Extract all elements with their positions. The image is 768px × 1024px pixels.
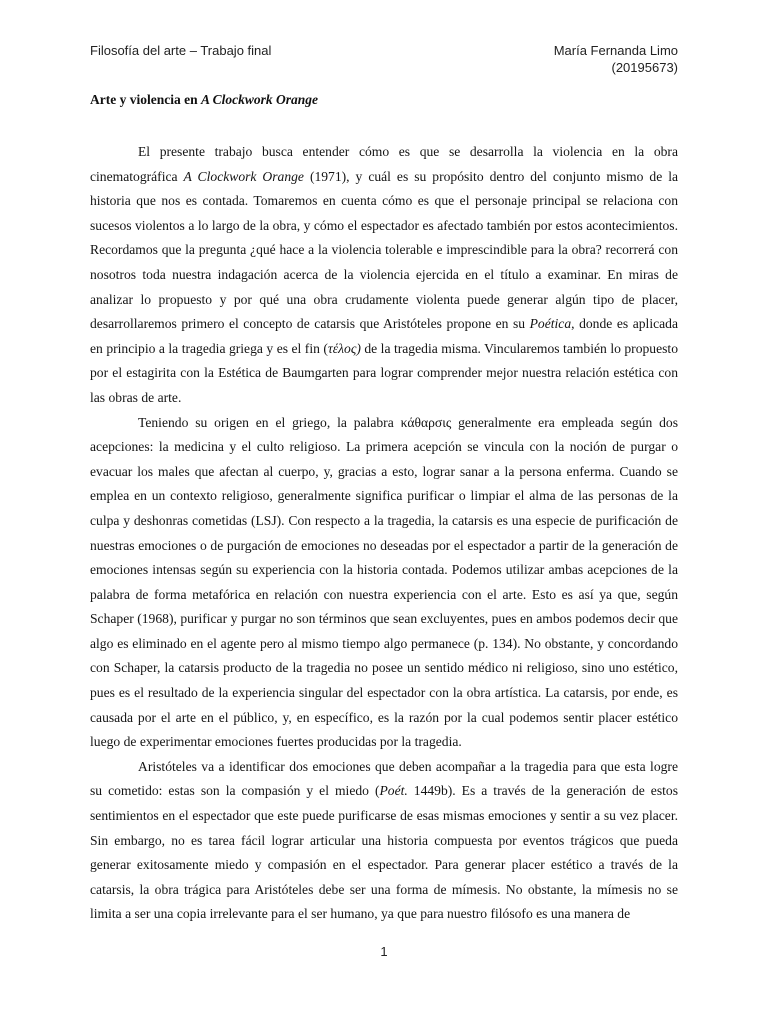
page-number: 1: [380, 944, 388, 959]
p1-text-a: El presente trabajo busca entender cómo es que se desarrolla la violencia en la obra cinematográfica: [90, 144, 678, 184]
header-student-code: (20195673): [611, 60, 678, 75]
p1-film-title: A Clockwork Orange: [183, 168, 304, 184]
paragraph-3: [90, 755, 678, 927]
paragraph-2: [90, 411, 678, 755]
paragraph-1: [90, 140, 678, 411]
p2-text-b: generalmente era empleada según dos acepciones: la medicina y el culto religioso. La primera acepción se vincula con la noción de purgar o evacuar los males que afectan al cuerpo, y, gracias a esto, lograr sanar a la persona enferma. Cuando se emplea en un contexto religioso, generalmente significa purificar o limpiar el alma de las personas de la culpa y deshonras cometidas (LSJ). Con respecto a la tragedia, la catarsis es una especie de purificación de nuestras emociones o de purgación de emociones no deseadas por el espectador a partir de la generación de emociones intensas según su experiencia con la historia contada. Podemos utilizar ambas acepciones de la palabra de forma metafórica en relación con nuestra experiencia con el arte. Esto es así ya que, según Schaper (1968), purificar y purgar no son términos que sean excluyentes, pues en ambos podemos decir que algo es eliminado en el agente pero al mismo tiempo algo permanece (p. 134). No obstante, y concordando con Schaper, la catarsis producto de la tragedia no posee un sentido médico ni religioso, sino uno estético, pues es el resultado de la experiencia singular del espectador con la obra artística. La catarsis, por ende, es causada por el arte en el público, y, en específico, es la razón por la cual podemos sentir placer estético luego de experimentar emociones fuertes producidas por la tragedia.: [90, 414, 678, 750]
p1-text-b: (1971), y cuál es su propósito dentro del conjunto mismo de la historia que nos es contada. Tomaremos en cuenta cómo es que el personaje principal se relaciona con sucesos violentos a lo largo de la obra, y cómo el espectador es afectado también por estos acontecimientos. Recordamos que la pregunta ¿qué hace a la violencia tolerable e imprescindible para la obra? recorrerá con nosotros toda nuestra indagación acerca de la violencia ejercida en el título a examinar. En miras de analizar lo propuesto y por qué una obra crudamente violenta puede generar algún tipo de placer, desarrollaremos primero el concepto de catarsis que Aristóteles propone en su: [90, 168, 679, 332]
p3-text-b: 1449b). Es a través de la generación de estos sentimientos en el espectador que este puede purificarse de esas mismas emociones y sentir a su vez placer. Sin embargo, no es tarea fácil lograr articular una historia compuesta por eventos trágicos que pueda generar exitosamente miedo y compasión en el espectador. Para generar placer estético a través de la catarsis, la obra trágica para Aristóteles debe ser una forma de mímesis. No obstante, la mímesis no se limita a ser una copia irrelevante para el ser humano, ya que para nuestro filósofo es una manera de: [90, 783, 678, 922]
p1-text-c: , donde es aplicada en principio a la tragedia griega y es el fin (: [90, 316, 678, 356]
title-prefix: Arte y violencia en: [90, 92, 201, 107]
header-author: María Fernanda Limo: [553, 43, 678, 58]
p2-katharsis: κάθαρσις: [400, 414, 452, 430]
header-author-block: [554, 42, 678, 76]
document-title: [90, 92, 318, 108]
p2-text-a: Teniendo su origen en el griego, la palabra: [138, 414, 401, 430]
title-film: A Clockwork Orange: [200, 92, 319, 107]
p1-text-d: de la tragedia misma. Vincularemos también lo propuesto por el estagirita con la Estética de Baumgarten para lograr comprender mejor nuestra relación estética con las obras de arte.: [90, 340, 678, 405]
p1-telos: τέλος): [327, 340, 361, 356]
p3-poet: Poét.: [379, 783, 408, 799]
header-course: Filosofía del arte – Trabajo final: [90, 43, 272, 58]
document-body: [90, 140, 678, 927]
p1-poetica: Poética: [529, 316, 572, 332]
p3-text-a: Aristóteles va a identificar dos emociones que deben acompañar a la tragedia para que esta logre su cometido: estas son la compasión y el miedo (: [90, 758, 678, 799]
